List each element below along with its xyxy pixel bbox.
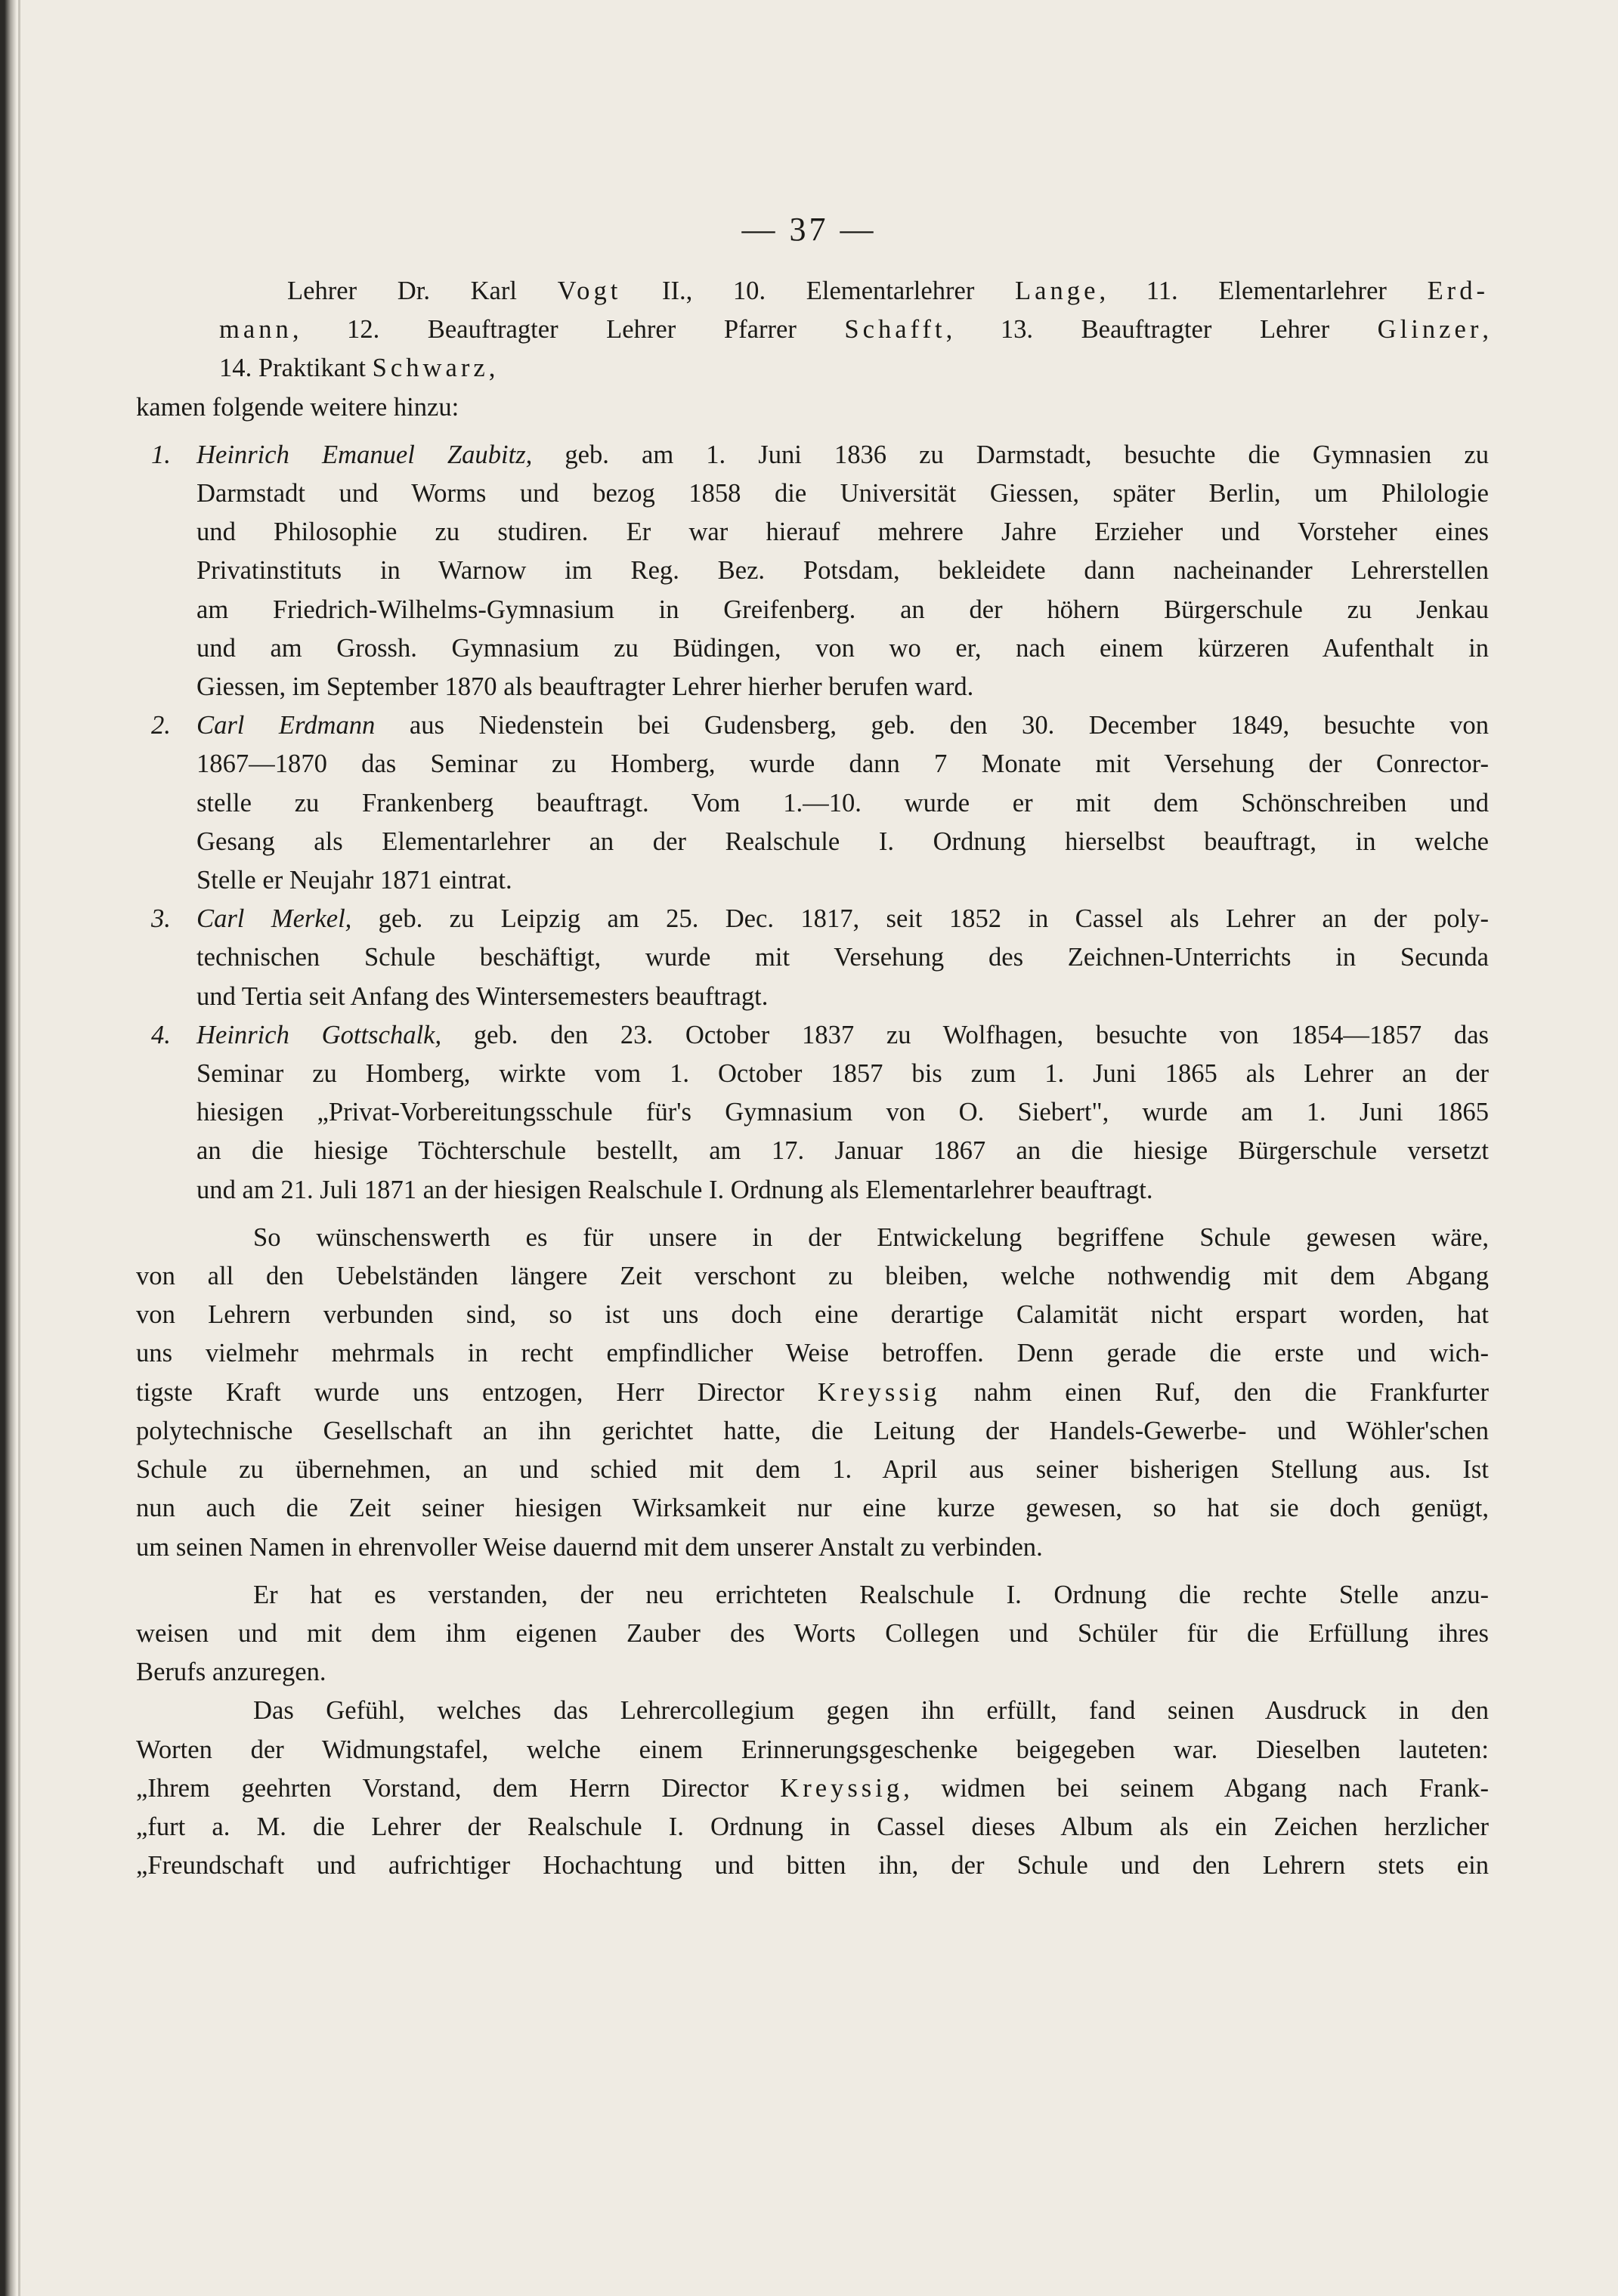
entry-number: 1. [151, 440, 171, 469]
page-edge-line [18, 0, 20, 2296]
entry-line: Privatinstituts in Warnow im Reg. Bez. Potsdam, bekleidete dann nacheinander Lehrerstellen [196, 556, 1489, 586]
entry-line: stelle zu Frankenberg beauftragt. Vom 1.—10. wurde er mit dem Schönschreiben und [196, 788, 1489, 817]
entry-line: am Friedrich-Wilhelms-Gymnasium in Greifenberg. an der höhern Bürgerschule zu Jenkau [196, 595, 1489, 624]
paragraph-line: uns vielmehr mehrmals in recht empfindlicher Weise betroffen. Denn gerade die erste und wich- [136, 1339, 1489, 1368]
staff-entry-3 [136, 900, 1489, 1016]
paragraph-line: So wünschenswerth es für unsere in der Entwickelung begriffene Schule gewesen wäre, [253, 1222, 1489, 1252]
paragraph-line: Das Gefühl, welches das Lehrercollegium gegen ihn erfüllt, fand seinen Ausdruck in den [253, 1696, 1489, 1726]
staff-entry-1 [136, 436, 1489, 706]
entry-line: und Philosophie zu studiren. Er war hierauf mehrere Jahre Erzieher und Vorsteher eines [196, 518, 1489, 547]
page-text [136, 272, 1489, 1885]
staff-line-3: 14. Praktikant Schwarz, [219, 354, 496, 383]
staff-entry-2 [136, 706, 1489, 900]
paragraph-line: Er hat es verstanden, der neu errichteten Realschule I. Ordnung die rechte Stelle anzu- [253, 1580, 1489, 1609]
entry-line: und am 21. Juli 1871 an der hiesigen Realschule I. Ordnung als Elementarlehrer beauftragt. [196, 1175, 1153, 1204]
entry-line: Carl Erdmann aus Niedenstein bei Gudensberg, geb. den 30. December 1849, besuchte von [196, 711, 1490, 740]
entry-number: 3. [151, 904, 171, 934]
paragraph-line: Berufs anzuregen. [136, 1658, 326, 1687]
paragraph-line: von Lehrern verbunden sind, so ist uns doch eine derartige Calamität nicht erspart worden, hat [136, 1300, 1489, 1330]
paragraph-line: um seinen Namen in ehrenvoller Weise dauernd mit dem unserer Anstalt zu verbinden. [136, 1532, 1043, 1562]
entry-line: 1867—1870 das Seminar zu Homberg, wurde dann 7 Monate mit Versehung der Conrector- [196, 749, 1489, 779]
entry-line: Darmstadt und Worms und bezog 1858 die Universität Giessen, später Berlin, um Philologie [196, 479, 1489, 508]
entry-line: hiesigen „Privat-Vorbereitungsschule für's Gymnasium von O. Siebert", wurde am 1. Juni 1865 [196, 1098, 1489, 1127]
paragraph-line: von all den Uebelständen längere Zeit verschont zu bleiben, welche nothwendig mit dem Abgang [136, 1262, 1489, 1291]
entry-line: technischen Schule beschäftigt, wurde mit Versehung des Zeichnen-Unterrichts in Secunda [196, 943, 1489, 972]
entry-line: und Tertia seit Anfang des Wintersemesters beauftragt. [196, 981, 769, 1011]
entry-line: Seminar zu Homberg, wirkte vom 1. October 1857 bis zum 1. Juni 1865 als Lehrer an der [196, 1059, 1489, 1089]
spacer [136, 1210, 1489, 1219]
page-binding-edge [0, 0, 17, 2296]
entry-line: an die hiesige Töchterschule bestellt, am 17. Januar 1867 an die hiesige Bürgerschule versetzt [196, 1136, 1489, 1166]
paragraph-line: „furt a. M. die Lehrer der Realschule I. Ordnung in Cassel dieses Album als ein Zeichen herzlicher [136, 1812, 1489, 1841]
paragraph-line: weisen und mit dem ihm eigenen Zauber des Worts Collegen und Schüler für die Erfüllung ihres [136, 1618, 1489, 1648]
staff-line-2: mann, 12. Beauftragter Lehrer Pfarrer Schafft, 13. Beauftragter Lehrer Glinzer, [219, 315, 1490, 345]
entry-line: und am Grossh. Gymnasium zu Büdingen, von wo er, nach einem kürzeren Aufenthalt in [196, 633, 1489, 663]
spacer [136, 1567, 1489, 1576]
paragraph-line: nun auch die Zeit seiner hiesigen Wirksamkeit nur eine kurze gewesen, so hat sie doch genügt, [136, 1494, 1489, 1523]
entry-line: Stelle er Neujahr 1871 eintrat. [196, 866, 512, 895]
paragraph-departure [136, 1219, 1489, 1567]
page-number: — 37 — [741, 211, 877, 248]
paragraph-line: Worten der Widmungstafel, welche einem Erinnerungsgeschenke beigegeben war. Dieselben lauteten: [136, 1735, 1489, 1764]
entry-number: 2. [151, 711, 171, 740]
entry-line: Heinrich Emanuel Zaubitz, geb. am 1. Juni 1836 zu Darmstadt, besuchte die Gymnasien zu [196, 440, 1489, 469]
staff-line-1: Lehrer Dr. Karl Vogt II., 10. Elementarlehrer Lange, 11. Elementarlehrer Erd- [287, 277, 1490, 305]
entry-line: Carl Merkel, geb. zu Leipzig am 25. Dec. 1817, seit 1852 in Cassel als Lehrer an der poly- [196, 904, 1489, 934]
spacer [136, 427, 1489, 436]
paragraph-tribute [136, 1576, 1489, 1692]
paragraph-line: polytechnische Gesellschaft an ihn gerichtet hatte, die Leitung der Handels-Gewerbe- und Wöhler'schen [136, 1416, 1489, 1445]
staff-line-4: kamen folgende weitere hinzu: [136, 392, 459, 422]
entry-line: Gesang als Elementarlehrer an der Realschule I. Ordnung hierselbst beauftragt, in welche [196, 827, 1489, 856]
paragraph-line: tigste Kraft wurde uns entzogen, Herr Director Kreyssig nahm einen Ruf, den die Frankfurter [136, 1377, 1489, 1407]
entry-line: Heinrich Gottschalk, geb. den 23. October 1837 zu Wolfhagen, besuchte von 1854—1857 das [196, 1020, 1489, 1049]
paragraph-line: „Freundschaft und aufrichtiger Hochachtung und bitten ihn, der Schule und den Lehrern stets ein [136, 1851, 1489, 1880]
entry-number: 4. [151, 1020, 171, 1049]
paragraph-line: Schule zu übernehmen, an und schied mit dem 1. April aus seiner bisherigen Stellung aus. Ist [136, 1455, 1489, 1485]
paragraph-line: „Ihrem geehrten Vorstand, dem Herrn Director Kreyssig, widmen bei seinem Abgang nach Frank- [136, 1773, 1489, 1803]
entry-line: Giessen, im September 1870 als beauftragter Lehrer hierher berufen ward. [196, 672, 974, 702]
paragraph-dedication [136, 1692, 1489, 1885]
staff-entry-4 [136, 1016, 1489, 1210]
